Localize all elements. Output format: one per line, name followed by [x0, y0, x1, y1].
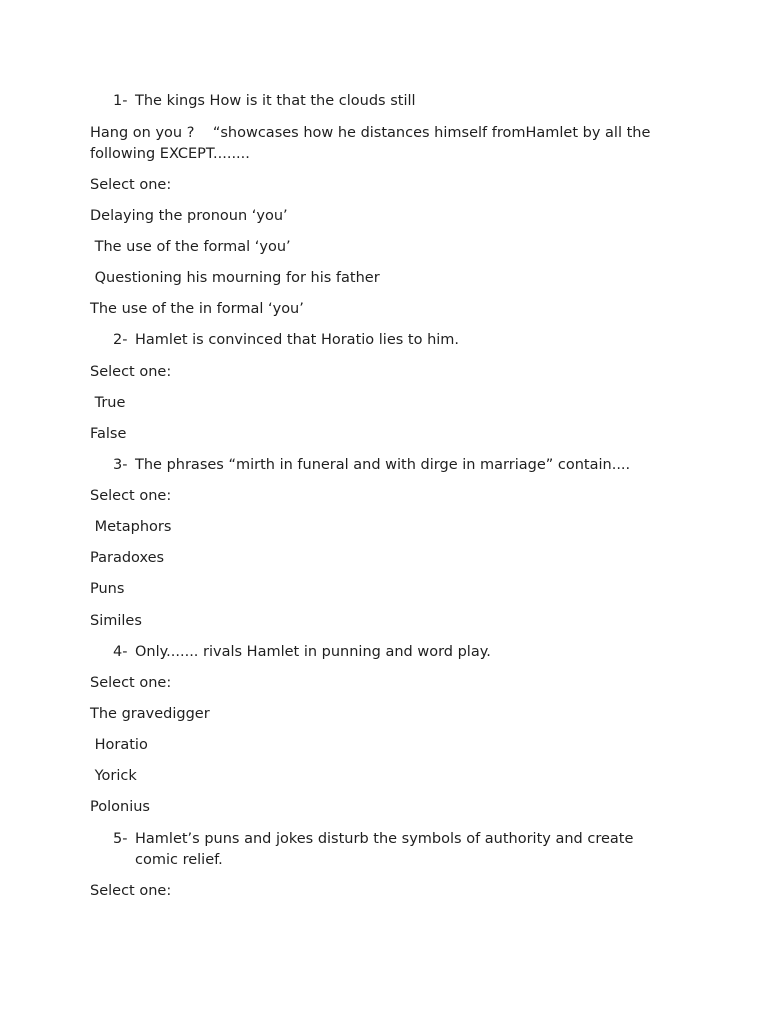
question-3 [90, 455, 690, 539]
answer-option[interactable]: Delaying the pronoun ‘you’ [90, 208, 288, 224]
question-number: 3- [113, 457, 128, 473]
question-continuation: Hang on you ? “showcases how he distances himself fromHamlet by all the following EXCEPT........ [90, 125, 655, 162]
question-number: 2- [113, 332, 128, 348]
question-text: The kings How is it that the clouds still [135, 93, 416, 109]
question-number: 5- [113, 831, 128, 847]
question-number: 4- [113, 644, 128, 660]
select-one-label: Select one: [90, 177, 172, 193]
answer-option[interactable]: Polonius [90, 799, 150, 815]
select-one-label: Select one: [90, 883, 172, 899]
select-one-label: Select one: [90, 364, 172, 380]
select-one-label: Select one: [90, 488, 172, 504]
answer-option[interactable]: The use of the in formal ‘you’ [90, 301, 304, 317]
answer-option[interactable]: The gravedigger [90, 706, 210, 722]
answer-option[interactable]: False [90, 426, 127, 442]
answer-option[interactable]: Questioning his mourning for his father [90, 270, 380, 286]
question-text: Hamlet is convinced that Horatio lies to him. [135, 332, 460, 348]
answer-option[interactable]: Paradoxes [90, 550, 165, 566]
answer-option[interactable]: Puns [90, 581, 125, 597]
question-text: Only....... rivals Hamlet in punning and word play. [135, 644, 491, 660]
answer-option[interactable]: Similes [90, 613, 142, 629]
select-one-label: Select one: [90, 675, 172, 691]
question-2 [90, 330, 690, 414]
answer-option[interactable]: Metaphors [90, 519, 172, 535]
answer-option[interactable]: The use of the formal ‘you’ [90, 239, 291, 255]
question-5 [90, 829, 690, 871]
question-text: Hamlet’s puns and jokes disturb the symbols of authority and create comic relief. [135, 831, 634, 868]
answer-option[interactable]: True [90, 395, 126, 411]
answer-option[interactable]: Horatio [90, 737, 148, 753]
answer-option[interactable]: Yorick [90, 768, 137, 784]
question-number: 1- [113, 93, 128, 109]
question-text: The phrases “mirth in funeral and with dirge in marriage” contain.... [135, 457, 631, 473]
